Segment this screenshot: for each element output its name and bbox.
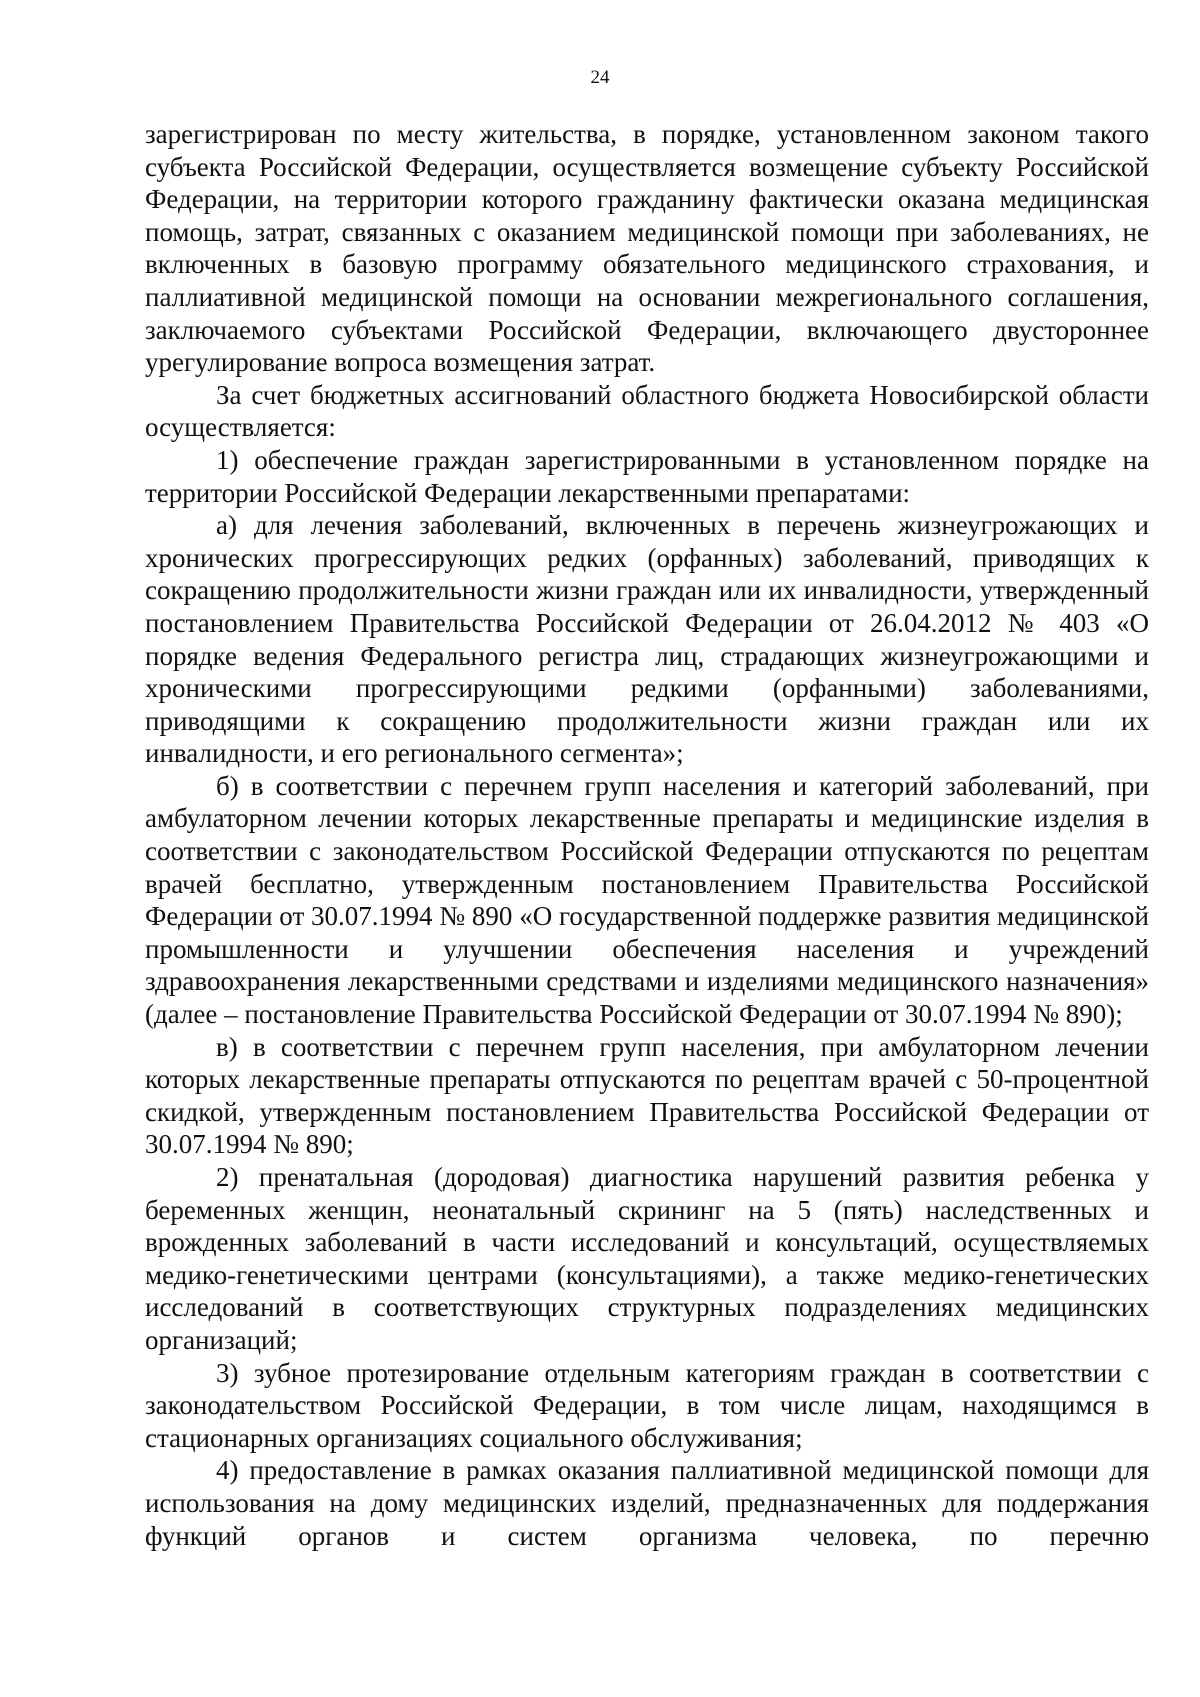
paragraph-item-1c: в) в соответствии с перечнем групп населения, при амбулаторном лечении которых лекарственные препараты отпускаются по рецептам врачей с 50-процентной скидкой, утвержденным постановлением Правительства Российской Федерации от 30.07.1994 № 890; <box>145 1031 1149 1160</box>
page-number: 24 <box>590 67 610 88</box>
paragraph-item-4: 4) предоставление в рамках оказания паллиативной медицинской помощи для использования на дому медицинских изделий, предназначенных для поддержания функций органов и систем организма человека, по перечню <box>145 1455 1149 1551</box>
paragraph-item-1a: а) для лечения заболеваний, включенных в перечень жизнеугрожающих и хронических прогрессирующих редких (орфанных) заболеваний, приводящих к сокращению продолжительности жизни граждан или их инвалидности, утвержденный постановлением Правительства Российской Федерации от 26.04.2012 № 403 «О порядке ведения Федерального регистра лиц, страдающих жизнеугрожающими и хроническими прогрессирующими редкими (орфанными) заболеваниями, приводящими к сокращению продолжительности жизни граждан или их инвалидности, и его регионального сегмента»; <box>145 510 1149 769</box>
paragraph-item-1: 1) обеспечение граждан зарегистрированными в установленном порядке на территории Российской Федерации лекарственными препаратами: <box>145 444 1149 508</box>
paragraph-item-1b: б) в соответствии с перечнем групп населения и категорий заболеваний, при амбулаторном лечении которых лекарственные препараты и медицинские изделия в соответствии с законодательством Российской Федерации отпускаются по рецептам врачей бесплатно, утвержденным постановлением Правительства Российской Федерации от 30.07.1994 № 890 «О государственной поддержке развития медицинской промышленности и улучшении обеспечения населения и учреждений здравоохранения лекарственными средствами и изделиями медицинского назначения» (далее – постановление Правительства Российской Федерации от 30.07.1994 № 890); <box>145 770 1149 1030</box>
paragraph-item-3: 3) зубное протезирование отдельным категориям граждан в соответствии с законодательством Российской Федерации, в том числе лицам, находящимся в стационарных организациях социального обслуживания; <box>145 1357 1149 1453</box>
paragraph-budget-intro: За счет бюджетных ассигнований областного бюджета Новосибирской области осуществляется: <box>145 379 1149 443</box>
paragraph-item-2: 2) пренатальная (дородовая) диагностика нарушений развития ребенка у беременных женщин, неонатальный скрининг на 5 (пять) наследственных и врожденных заболеваний в части исследований и консультаций, осуществляемых медико-генетическими центрами (консультациями), а также медико-генетических исследований в соответствующих структурных подразделениях медицинских организаций; <box>145 1162 1149 1355</box>
paragraph-continuation: зарегистрирован по месту жительства, в порядке, установленном законом такого субъекта Российской Федерации, осуществляется возмещение субъекту Российской Федерации, на территории которого гражданину фактически оказана медицинская помощь, затрат, связанных с оказанием медицинской помощи при заболеваниях, не включенных в базовую программу обязательного медицинского страхования, и паллиативной медицинской помощи на основании межрегионального соглашения, заключаемого субъектами Российской Федерации, включающего двустороннее урегулирование вопроса возмещения затрат. <box>145 119 1149 378</box>
document-body <box>145 118 1149 1552</box>
